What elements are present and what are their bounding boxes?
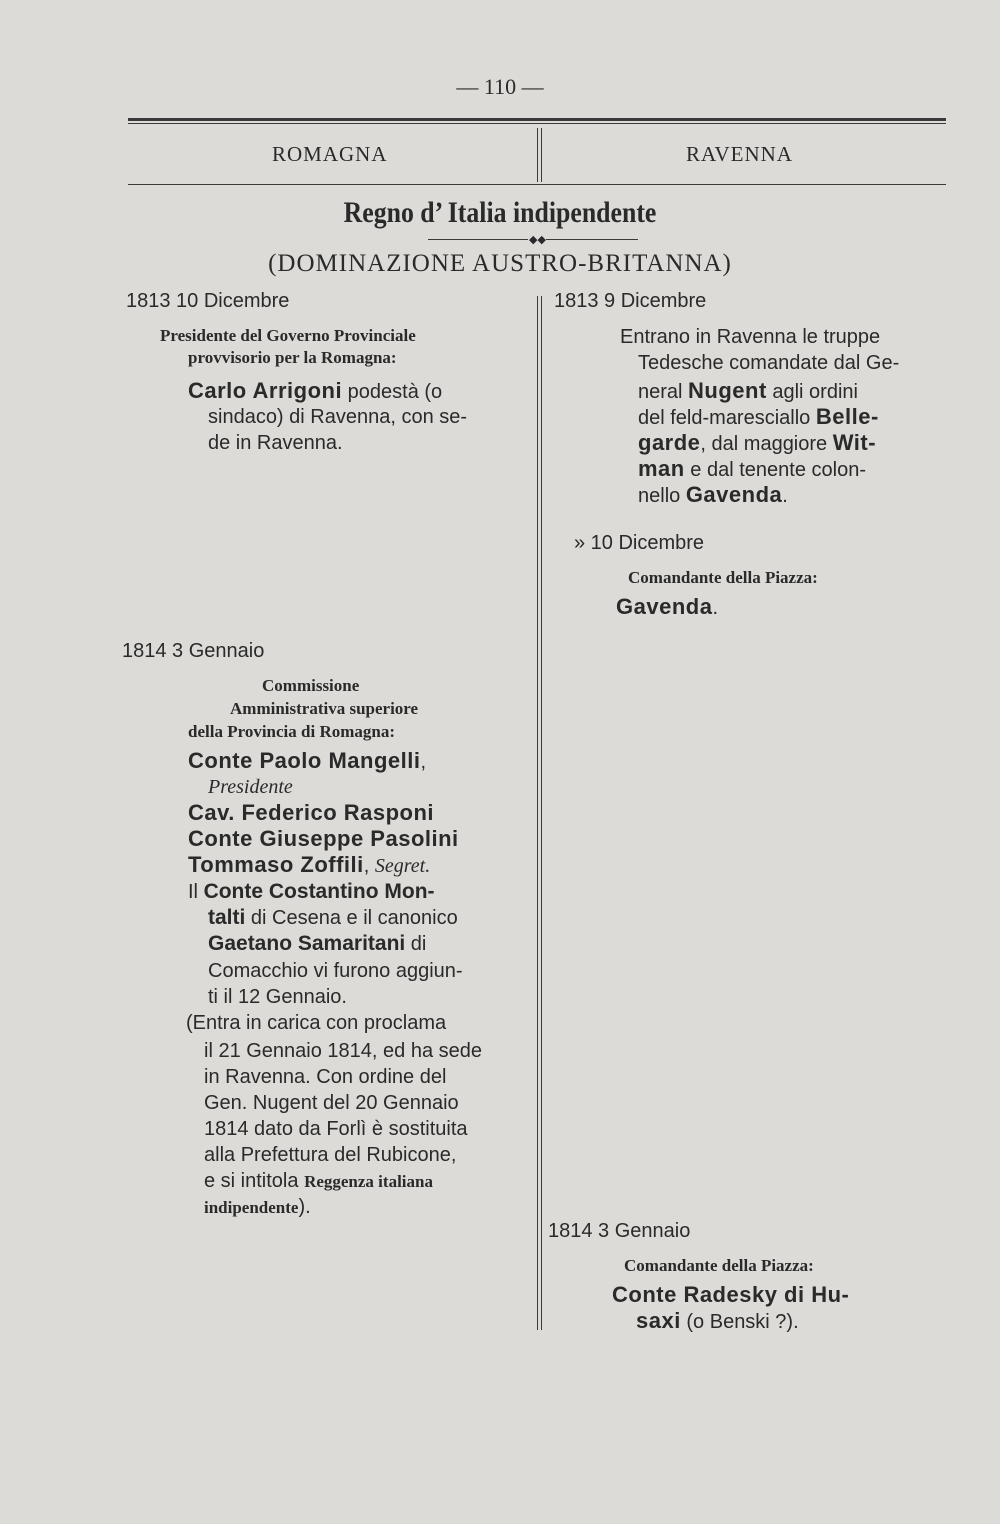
person-name: Gavenda [616,594,713,619]
header-left: ROMAGNA [272,142,388,166]
person-name: garde [638,430,701,455]
entry-text: man e dal tenente colon- [638,456,866,481]
ornament: ◆◆ [529,234,546,246]
entry-note: alla Prefettura del Rubicone, [204,1144,457,1166]
entry-text: nello Gavenda. [638,482,788,507]
entry-text: garde, dal maggiore Wit- [638,430,877,455]
entry-text: Tedesche comandate dal Ge- [638,352,900,374]
entry-date: » 10 Dicembre [574,532,705,554]
entry-text: Carlo Arrigoni podestà (o [188,378,443,403]
office-title: Presidente del Governo Provinciale [160,326,416,345]
entry-note: Gen. Nugent del 20 Gennaio [204,1092,459,1114]
office-title: Comandante della Piazza: [628,568,818,587]
title-ornament-line-right [546,239,638,240]
person-name: Cav. Federico Rasponi [188,800,435,825]
entry-date: 1814 3 Gennaio [548,1220,691,1242]
office-title: Comandante della Piazza: [624,1256,814,1275]
person-name: talti [208,906,246,929]
entry-text: del feld-maresciallo Belle- [638,404,879,429]
entry-note: in Ravenna. Con ordine del [204,1066,447,1088]
office-title: della Provincia di Romagna: [188,722,395,741]
entry-note: il 21 Gennaio 1814, ed ha sede [204,1040,482,1062]
header-right: RAVENNA [686,142,793,166]
entry-text: ti il 12 Gennaio. [208,986,347,1008]
header-bottom-rule [128,184,946,185]
top-rule [128,118,946,121]
entry-date: 1814 3 Gennaio [122,640,265,662]
entry-text: Comacchio vi furono aggiun- [208,960,463,982]
person-name: Conte Radesky di Hu- [612,1282,850,1307]
person-name: Conte Costantino Mon- [203,880,435,903]
member-line: Conte Paolo Mangelli, [188,748,427,773]
top-rule-thin [128,123,946,124]
entry-text: sindaco) di Ravenna, con se- [208,406,468,428]
person-name: Conte Giuseppe Pasolini [188,826,459,851]
person-name: Tommaso Zoffili [188,852,364,877]
person-name: Conte Paolo Mangelli [188,748,421,773]
person-name: Belle- [815,404,879,429]
entry-text: Gaetano Samaritani di [208,932,427,955]
entry-date: 1813 10 Dicembre [126,290,290,312]
entry-text: Gavenda. [616,594,718,619]
member-line: Tommaso Zoffili, Segret. [188,852,431,877]
entry-text: neral Nugent agli ordini [638,378,858,403]
office-title: Amministrativa superiore [230,699,419,718]
section-subtitle: (DOMINAZIONE AUSTRO-BRITANNA) [268,250,732,277]
page-number: — 110 — [456,74,544,99]
header-divider-2 [541,128,542,182]
column-divider [537,296,538,1330]
person-name: Wit- [832,430,877,455]
person-name: man [638,456,685,481]
section-title: Regno d’ Italia indipendente [343,196,657,229]
entry-text: Entrano in Ravenna le truppe [620,326,881,348]
title-ornament-line-left [428,239,528,240]
entry-text: de in Ravenna. [208,432,343,454]
column-divider-2 [541,296,542,1330]
entry-note: e si intitola Reggenza italiana [204,1170,433,1192]
person-name: Gaetano Samaritani [208,932,406,955]
entry-date: 1813 9 Dicembre [554,290,707,312]
header-divider [537,128,538,182]
person-name: Carlo Arrigoni [188,378,343,403]
entry-note: (Entra in carica con proclama [186,1012,447,1034]
person-name: Nugent [688,378,767,403]
person-name: Gavenda [685,482,783,507]
member-role: Presidente [208,776,293,798]
entry-note: 1814 dato da Forlì è sostituita [204,1118,468,1140]
entry-text: saxi (o Benski ?). [636,1308,799,1333]
entry-note: indipendente). [204,1196,311,1218]
person-name: saxi [636,1308,681,1333]
office-title: provvisorio per la Romagna: [188,348,397,367]
entry-text: talti di Cesena e il canonico [208,906,458,929]
entry-text: Il Conte Costantino Mon- [188,880,435,903]
office-title: Commissione [262,676,360,695]
